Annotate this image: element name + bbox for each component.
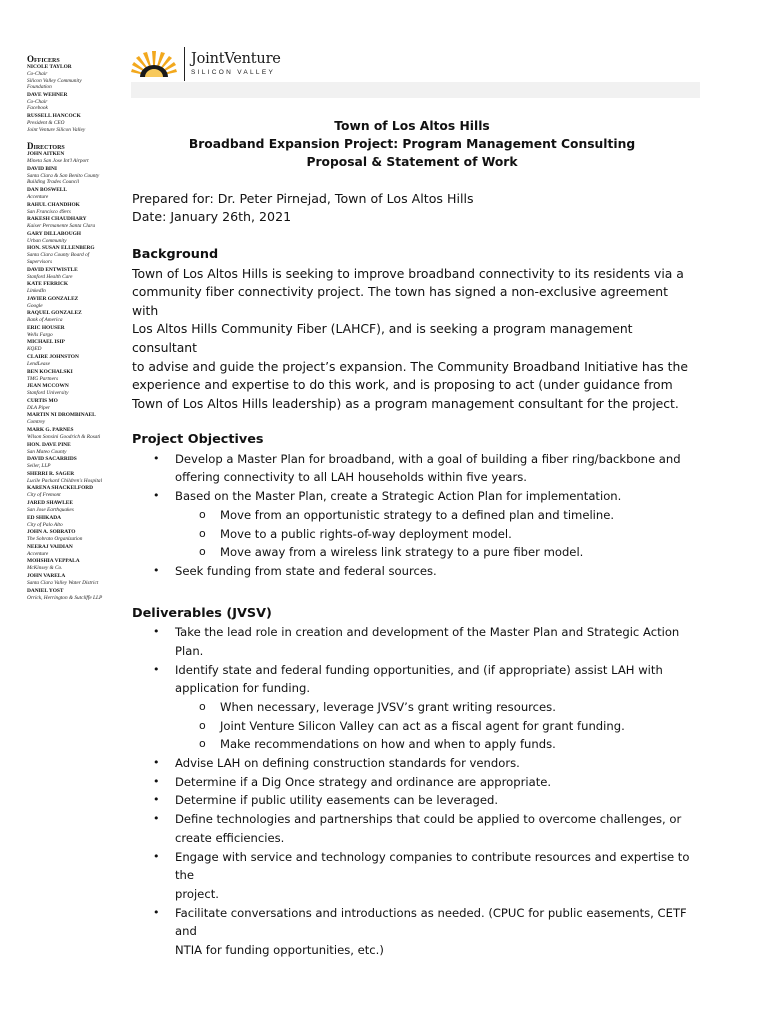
- member-name: JARED SHAWLEE: [27, 500, 73, 506]
- paragraph-line: to advise and guide the project’s expansion. The Community Broadband Initiative has the: [132, 358, 688, 374]
- member-affiliation: Santa Clara County Board of: [27, 252, 90, 259]
- officers-list: [27, 64, 127, 133]
- board-member: [27, 427, 127, 441]
- member-name: RAKESH CHAUDHARY: [27, 216, 87, 223]
- member-affiliation: Lucile Packard Children's Hospital: [27, 477, 103, 484]
- board-member: [27, 202, 127, 216]
- list-item-text: Plan.: [175, 643, 204, 658]
- directors-heading: Directors: [27, 141, 65, 152]
- member-affiliation: Facebook: [27, 105, 48, 112]
- member-name: NICOLE TAYLOR: [27, 64, 72, 70]
- paragraph-line: community fiber connectivity project. The town has signed a non-exclusive agreement with: [132, 284, 668, 318]
- paragraph-line: Town of Los Altos Hills is seeking to improve broadband connectivity to its residents via a: [132, 265, 684, 281]
- bullet-icon: •: [153, 662, 160, 676]
- member-affiliation: KQED: [27, 346, 42, 353]
- logo-wordmark: [191, 52, 281, 76]
- board-member: [27, 310, 127, 324]
- member-name: DAVID ENTWISTLE: [27, 266, 78, 273]
- member-affiliation: Google: [27, 302, 43, 309]
- bullet-icon: •: [153, 812, 160, 826]
- member-affiliation: Wells Fargo: [27, 331, 53, 338]
- list-item-text: Based on the Master Plan, create a Strategic Action Plan for implementation.: [175, 489, 622, 504]
- member-affiliation: President & CEO: [27, 119, 65, 126]
- member-name: RUSSELL HANCOCK: [27, 112, 81, 119]
- list-item: [132, 450, 692, 487]
- sub-list-item-text: Joint Venture Silicon Valley can act as a fiscal agent for grant funding.: [220, 718, 625, 733]
- list-item-text: Facilitate conversations and introductions as needed. (CPUC for public easements, CETF and: [175, 905, 687, 939]
- member-affiliation: Mineta San Jose Int'l Airport: [27, 158, 89, 165]
- board-sidebar: [27, 54, 127, 602]
- list-item-text: Take the lead role in creation and development of the Master Plan and Strategic Action: [175, 625, 680, 640]
- list-item-text: Advise LAH on defining construction standards for vendors.: [175, 756, 520, 771]
- officers-heading: Officers: [27, 54, 60, 64]
- member-affiliation: Stanford University: [27, 390, 69, 397]
- member-affiliation: Kaiser Permanente Santa Clara: [27, 223, 96, 230]
- bullet-icon: •: [153, 774, 160, 788]
- board-member: [27, 216, 127, 230]
- board-member: [27, 187, 127, 201]
- sub-list-item: [132, 543, 692, 562]
- member-affiliation: Orrick, Herrington & Sutcliffe LLP: [27, 594, 103, 601]
- member-affiliation: Santa Clara & San Benito County: [27, 172, 100, 179]
- member-name: GARY DILLABOUGH: [27, 230, 81, 237]
- board-member: [27, 369, 127, 383]
- sub-list-item-text: Move away from a wireless link strategy to a pure fiber model.: [220, 545, 584, 560]
- list-item: [132, 848, 692, 904]
- board-member: [27, 500, 127, 514]
- list-item-text: Identify state and federal funding opportunities, and (if appropriate) assist LAH with: [175, 662, 663, 677]
- member-name: MARK G. PARNES: [27, 427, 74, 434]
- member-affiliation: Building Trades Council: [27, 179, 80, 186]
- board-member: [27, 113, 127, 133]
- sub-list-item-text: Move from an opportunistic strategy to a defined plan and timeline.: [220, 507, 615, 522]
- member-affiliation: LendLease: [27, 361, 50, 368]
- board-member: [27, 92, 127, 112]
- member-affiliation: Co-Chair: [27, 98, 48, 105]
- member-name: JEAN MCCOWN: [27, 383, 69, 390]
- board-member: [27, 529, 127, 543]
- sub-bullet-icon: o: [199, 526, 206, 540]
- board-member: [27, 245, 127, 265]
- bullet-icon: •: [153, 849, 160, 863]
- member-name: KATE FERRICK: [27, 281, 69, 288]
- bullet-icon: •: [153, 625, 160, 639]
- member-affiliation: San Mateo County: [27, 448, 67, 455]
- sub-bullet-icon: o: [199, 507, 206, 521]
- list-item: [132, 773, 692, 792]
- board-member: [27, 398, 127, 412]
- directors-list: [27, 151, 127, 601]
- objectives-list: [132, 450, 692, 581]
- member-name: SHERRI R. SAGER: [27, 470, 75, 477]
- board-member: [27, 325, 127, 339]
- member-name: DANIEL YOST: [27, 587, 64, 594]
- sub-list-item-text: Make recommendations on how and when to apply funds.: [220, 737, 556, 752]
- list-item: [132, 623, 692, 660]
- board-member: [27, 544, 127, 558]
- sub-list: [175, 698, 692, 754]
- board-member: [27, 339, 127, 353]
- member-name: MOHSHIA VEPPALA: [27, 558, 80, 565]
- title-line: Town of Los Altos Hills: [334, 119, 490, 133]
- member-name: JOHN VARELA: [27, 572, 66, 579]
- document-body: [132, 117, 692, 960]
- member-name: ERIC HOUSER: [27, 324, 65, 331]
- list-item-text: Define technologies and partnerships that could be applied to overcome challenges, or: [175, 812, 682, 827]
- bullet-icon: •: [153, 489, 160, 503]
- header-band: [131, 82, 700, 98]
- member-affiliation: Supervisors: [27, 258, 53, 265]
- title-line: Proposal & Statement of Work: [306, 155, 518, 170]
- list-item-text: NTIA for funding opportunities, etc.): [175, 943, 384, 958]
- member-affiliation: Accenture: [27, 550, 49, 557]
- member-affiliation: Foundation: [27, 84, 52, 91]
- board-member: [27, 383, 127, 397]
- document-date: Date: January 26th, 2021: [132, 209, 292, 225]
- sub-list-item-text: When necessary, leverage JVSV’s grant writing resources.: [220, 699, 556, 714]
- paragraph-line: experience and expertise to do this work, and is proposing to act (under guidance from: [132, 377, 673, 393]
- member-name: DAVID SACARRIDS: [27, 456, 77, 463]
- member-name: JOHN AITKEN: [27, 151, 65, 158]
- list-item-text: create efficiencies.: [175, 830, 285, 845]
- board-member: [27, 573, 127, 587]
- prepared-for: Prepared for: Dr. Peter Pirnejad, Town of Los Altos Hills: [132, 190, 474, 206]
- board-member: [27, 485, 127, 499]
- sub-list-item: [132, 698, 692, 717]
- member-affiliation: Wilson Sonsini Goodrich & Rosati: [27, 434, 101, 441]
- logo-divider: [184, 47, 185, 81]
- member-affiliation: San Jose Earthquakes: [27, 507, 74, 513]
- member-name: DAN BOSWELL: [27, 186, 67, 193]
- member-name: RAQUEL GONZALEZ: [27, 310, 82, 317]
- list-item-text: offering connectivity to all LAH households within five years.: [175, 470, 527, 485]
- member-affiliation: Stanford Health Care: [27, 273, 73, 280]
- member-name: RAHUL CHANDHOK: [27, 201, 80, 208]
- list-item: [132, 487, 692, 562]
- bullet-icon: •: [153, 563, 160, 577]
- sunburst-icon: [131, 49, 177, 79]
- board-member: [27, 166, 127, 186]
- sub-list-item: [132, 717, 692, 736]
- member-affiliation: McKinsey & Co.: [27, 565, 63, 572]
- member-name: CLAIRE JOHNSTON: [27, 354, 79, 361]
- member-affiliation: LinkedIn: [27, 288, 46, 295]
- list-item-text: Determine if public utility easements can be leveraged.: [175, 793, 499, 808]
- board-member: [27, 354, 127, 368]
- board-member: [27, 296, 127, 310]
- list-item: [132, 754, 692, 773]
- deliverables-list: [132, 623, 692, 960]
- objectives-heading: Project Objectives: [132, 432, 264, 448]
- member-name: JOHN A. SOBRATO: [27, 529, 76, 536]
- background-heading: Background: [132, 247, 219, 263]
- board-member: [27, 281, 127, 295]
- sub-bullet-icon: o: [199, 718, 206, 732]
- member-name: DAVE WEHNER: [27, 91, 68, 98]
- deliverables-heading: Deliverables (JVSV): [132, 605, 272, 621]
- background-paragraph: [132, 265, 692, 414]
- member-name: NEERAJ VAIDIAN: [27, 543, 73, 550]
- bullet-icon: •: [153, 451, 160, 465]
- sub-list-item: [132, 506, 692, 525]
- board-member: [27, 151, 127, 165]
- board-member: [27, 558, 127, 572]
- joint-venture-logo: [131, 46, 281, 82]
- member-affiliation: TMG Partners: [27, 375, 59, 382]
- list-item: [132, 904, 692, 960]
- board-member: [27, 64, 127, 91]
- prepared-block: [132, 190, 692, 228]
- logo-text-sub: SILICON VALLEY: [191, 68, 276, 76]
- member-name: JAVIER GONZALEZ: [27, 295, 79, 302]
- board-member: [27, 412, 127, 426]
- sub-list-item: [132, 735, 692, 754]
- sub-bullet-icon: o: [199, 737, 206, 751]
- sub-bullet-icon: o: [199, 699, 206, 713]
- board-member: [27, 442, 127, 456]
- bullet-icon: •: [153, 793, 160, 807]
- member-affiliation: Comtrey: [27, 419, 46, 426]
- board-member: [27, 267, 127, 281]
- list-item-text: Seek funding from state and federal sources.: [175, 563, 437, 578]
- board-member: [27, 456, 127, 470]
- member-name: BEN KOCHALSKI: [27, 368, 73, 375]
- board-member: [27, 231, 127, 245]
- member-affiliation: The Sobrato Organization: [27, 536, 83, 543]
- list-item: [132, 810, 692, 847]
- member-affiliation: City of Palo Alto: [27, 521, 63, 528]
- member-name: KARENA SHACKELFORD: [27, 485, 94, 492]
- list-item-text: project.: [175, 886, 219, 901]
- sub-bullet-icon: o: [199, 545, 206, 559]
- list-item: [132, 791, 692, 810]
- member-affiliation: Co-Chair: [27, 71, 48, 77]
- board-member: [27, 588, 127, 602]
- member-affiliation: San Francisco 49ers: [27, 208, 71, 215]
- bullet-icon: •: [153, 905, 160, 919]
- member-affiliation: Accenture: [27, 193, 49, 200]
- member-name: DAVID BINI: [27, 165, 58, 172]
- member-name: MICHAEL ISIP: [27, 339, 65, 346]
- paragraph-line: Town of Los Altos Hills leadership) as a program management consultant for the project.: [132, 395, 679, 411]
- member-affiliation: Urban Community: [27, 237, 67, 244]
- paragraph-line: Los Altos Hills Community Fiber (LAHCF), and is seeking a program management consultant: [132, 321, 633, 355]
- list-item-text: Determine if a Dig Once strategy and ordinance are appropriate.: [175, 774, 552, 789]
- member-name: CURTIS MO: [27, 397, 58, 404]
- sub-list: [175, 506, 692, 562]
- bullet-icon: •: [153, 756, 160, 770]
- logo-text-main: JointVenture: [191, 51, 281, 67]
- member-affiliation: Seiler, LLP: [27, 463, 51, 470]
- list-item-text: Develop a Master Plan for broadband, with a goal of building a fiber ring/backbone and: [175, 451, 681, 466]
- member-affiliation: City of Fremont: [27, 492, 61, 499]
- list-item-text: application for funding.: [175, 681, 311, 696]
- list-item: [132, 661, 692, 755]
- member-name: HON. DAVE PINE: [27, 441, 71, 448]
- board-member: [27, 515, 127, 529]
- board-member: [27, 471, 127, 485]
- sub-list-item: [132, 525, 692, 544]
- member-affiliation: Bank of America: [27, 317, 63, 324]
- title-line: Broadband Expansion Project: Program Management Consulting: [188, 137, 636, 152]
- sub-list-item-text: Move to a public rights-of-way deployment model.: [220, 526, 512, 541]
- document-title: [132, 117, 692, 172]
- member-affiliation: Santa Clara Valley Water District: [27, 579, 99, 586]
- member-name: HON. SUSAN ELLENBERG: [27, 245, 95, 252]
- member-affiliation: Joint Venture Silicon Valley: [27, 126, 86, 133]
- member-name: ED SHIKADA: [27, 514, 61, 521]
- member-name: MARTIN NI DROMBINAEL: [27, 412, 96, 419]
- member-affiliation: Silicon Valley Community: [27, 77, 82, 84]
- list-item: [132, 562, 692, 581]
- member-affiliation: DLA Piper: [27, 404, 51, 411]
- list-item-text: Engage with service and technology companies to contribute resources and expertise to the: [175, 849, 690, 883]
